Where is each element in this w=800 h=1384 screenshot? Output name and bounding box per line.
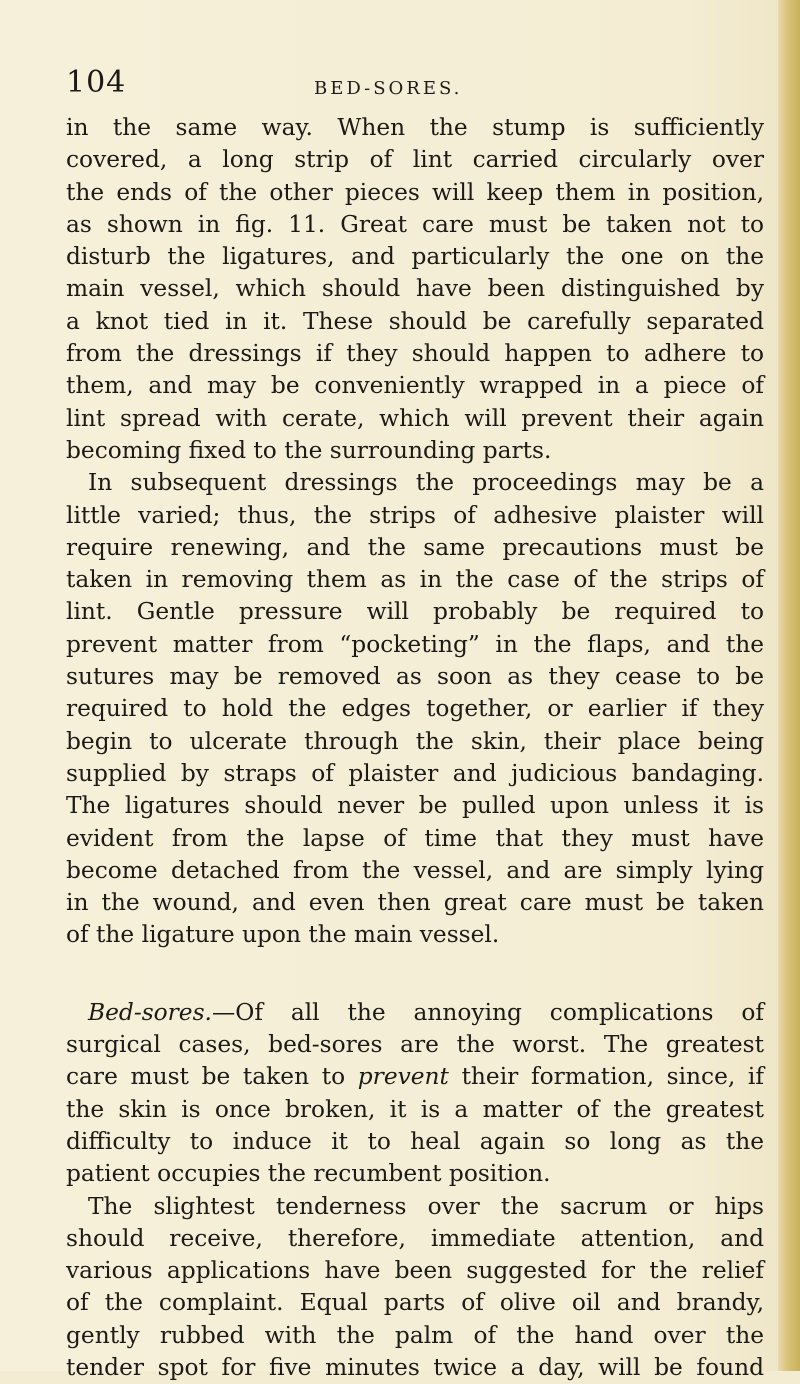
- text-line: a knot tied in it. These should be carefully separated: [66, 306, 764, 338]
- text-line: taken in removing them as in the case of the strips of: [66, 564, 764, 596]
- running-head: [66, 66, 566, 106]
- text-line: required to hold the edges together, or earlier if they: [66, 693, 764, 725]
- text-line: patient occupies the recumbent position.: [66, 1158, 764, 1190]
- text-line: The ligatures should never be pulled upon unless it is: [66, 790, 764, 822]
- text-run: their formation, since, if: [449, 1063, 764, 1090]
- text-line: becoming fixed to the surrounding parts.: [66, 435, 764, 467]
- text-line: lint. Gentle pressure will probably be required to: [66, 596, 764, 628]
- text-line: from the dressings if they should happen to adhere to: [66, 338, 764, 370]
- text-line: begin to ulcerate through the skin, their place being: [66, 726, 764, 758]
- text-line: as shown in fig. 11. Great care must be taken not to: [66, 209, 764, 241]
- paragraph-bed-sores: [66, 997, 764, 1191]
- text-line: tender spot for five minutes twice a day, will be found: [66, 1352, 764, 1384]
- text-run: care must be taken to: [66, 1063, 358, 1090]
- text-line: the skin is once broken, it is a matter of the greatest: [66, 1094, 764, 1126]
- text-line: covered, a long strip of lint carried circularly over: [66, 144, 764, 176]
- text-line: [66, 1061, 764, 1093]
- text-line: surgical cases, bed-sores are the worst. The greatest: [66, 1029, 764, 1061]
- text-line: of the complaint. Equal parts of olive oil and brandy,: [66, 1287, 764, 1319]
- text-line: in the wound, and even then great care must be taken: [66, 887, 764, 919]
- text-line: in the same way. When the stump is sufficiently: [66, 112, 764, 144]
- text-line: become detached from the vessel, and are simply lying: [66, 855, 764, 887]
- text-line: gently rubbed with the palm of the hand over the: [66, 1320, 764, 1352]
- text-line: main vessel, which should have been distinguished by: [66, 273, 764, 305]
- text-run: —Of all the annoying complications of: [212, 999, 764, 1026]
- text-line: various applications have been suggested for the relief: [66, 1255, 764, 1287]
- emphasis: prevent: [358, 1063, 449, 1090]
- text-line: prevent matter from “pocketing” in the flaps, and the: [66, 629, 764, 661]
- section-gap: [66, 952, 764, 997]
- text-line: lint spread with cerate, which will prevent their again: [66, 403, 764, 435]
- text-line: the ends of the other pieces will keep them in position,: [66, 177, 764, 209]
- text-line: The slightest tenderness over the sacrum or hips: [66, 1191, 764, 1223]
- text-line: difficulty to induce it to heal again so long as the: [66, 1126, 764, 1158]
- text-line: evident from the lapse of time that they must have: [66, 823, 764, 855]
- page-edge: [778, 0, 800, 1371]
- text-line: supplied by straps of plaister and judicious bandaging.: [66, 758, 764, 790]
- body-text: [66, 112, 764, 1384]
- text-line: require renewing, and the same precautions must be: [66, 532, 764, 564]
- text-line: sutures may be removed as soon as they cease to be: [66, 661, 764, 693]
- paragraph-subsequent-dressings: [66, 467, 764, 951]
- text-line: little varied; thus, the strips of adhesive plaister will: [66, 500, 764, 532]
- paragraph-stump-dressing: [66, 112, 764, 467]
- page-number: 104: [66, 66, 126, 100]
- text-line: them, and may be conveniently wrapped in a piece of: [66, 370, 764, 402]
- text-line: of the ligature upon the main vessel.: [66, 919, 764, 951]
- text-line: In subsequent dressings the proceedings may be a: [66, 467, 764, 499]
- running-title: BED-SORES.: [314, 78, 462, 100]
- section-heading: Bed-sores.: [88, 999, 212, 1026]
- text-line: disturb the ligatures, and particularly the one on the: [66, 241, 764, 273]
- paragraph-treatment: [66, 1191, 764, 1384]
- text-line: [66, 997, 764, 1029]
- text-line: should receive, therefore, immediate attention, and: [66, 1223, 764, 1255]
